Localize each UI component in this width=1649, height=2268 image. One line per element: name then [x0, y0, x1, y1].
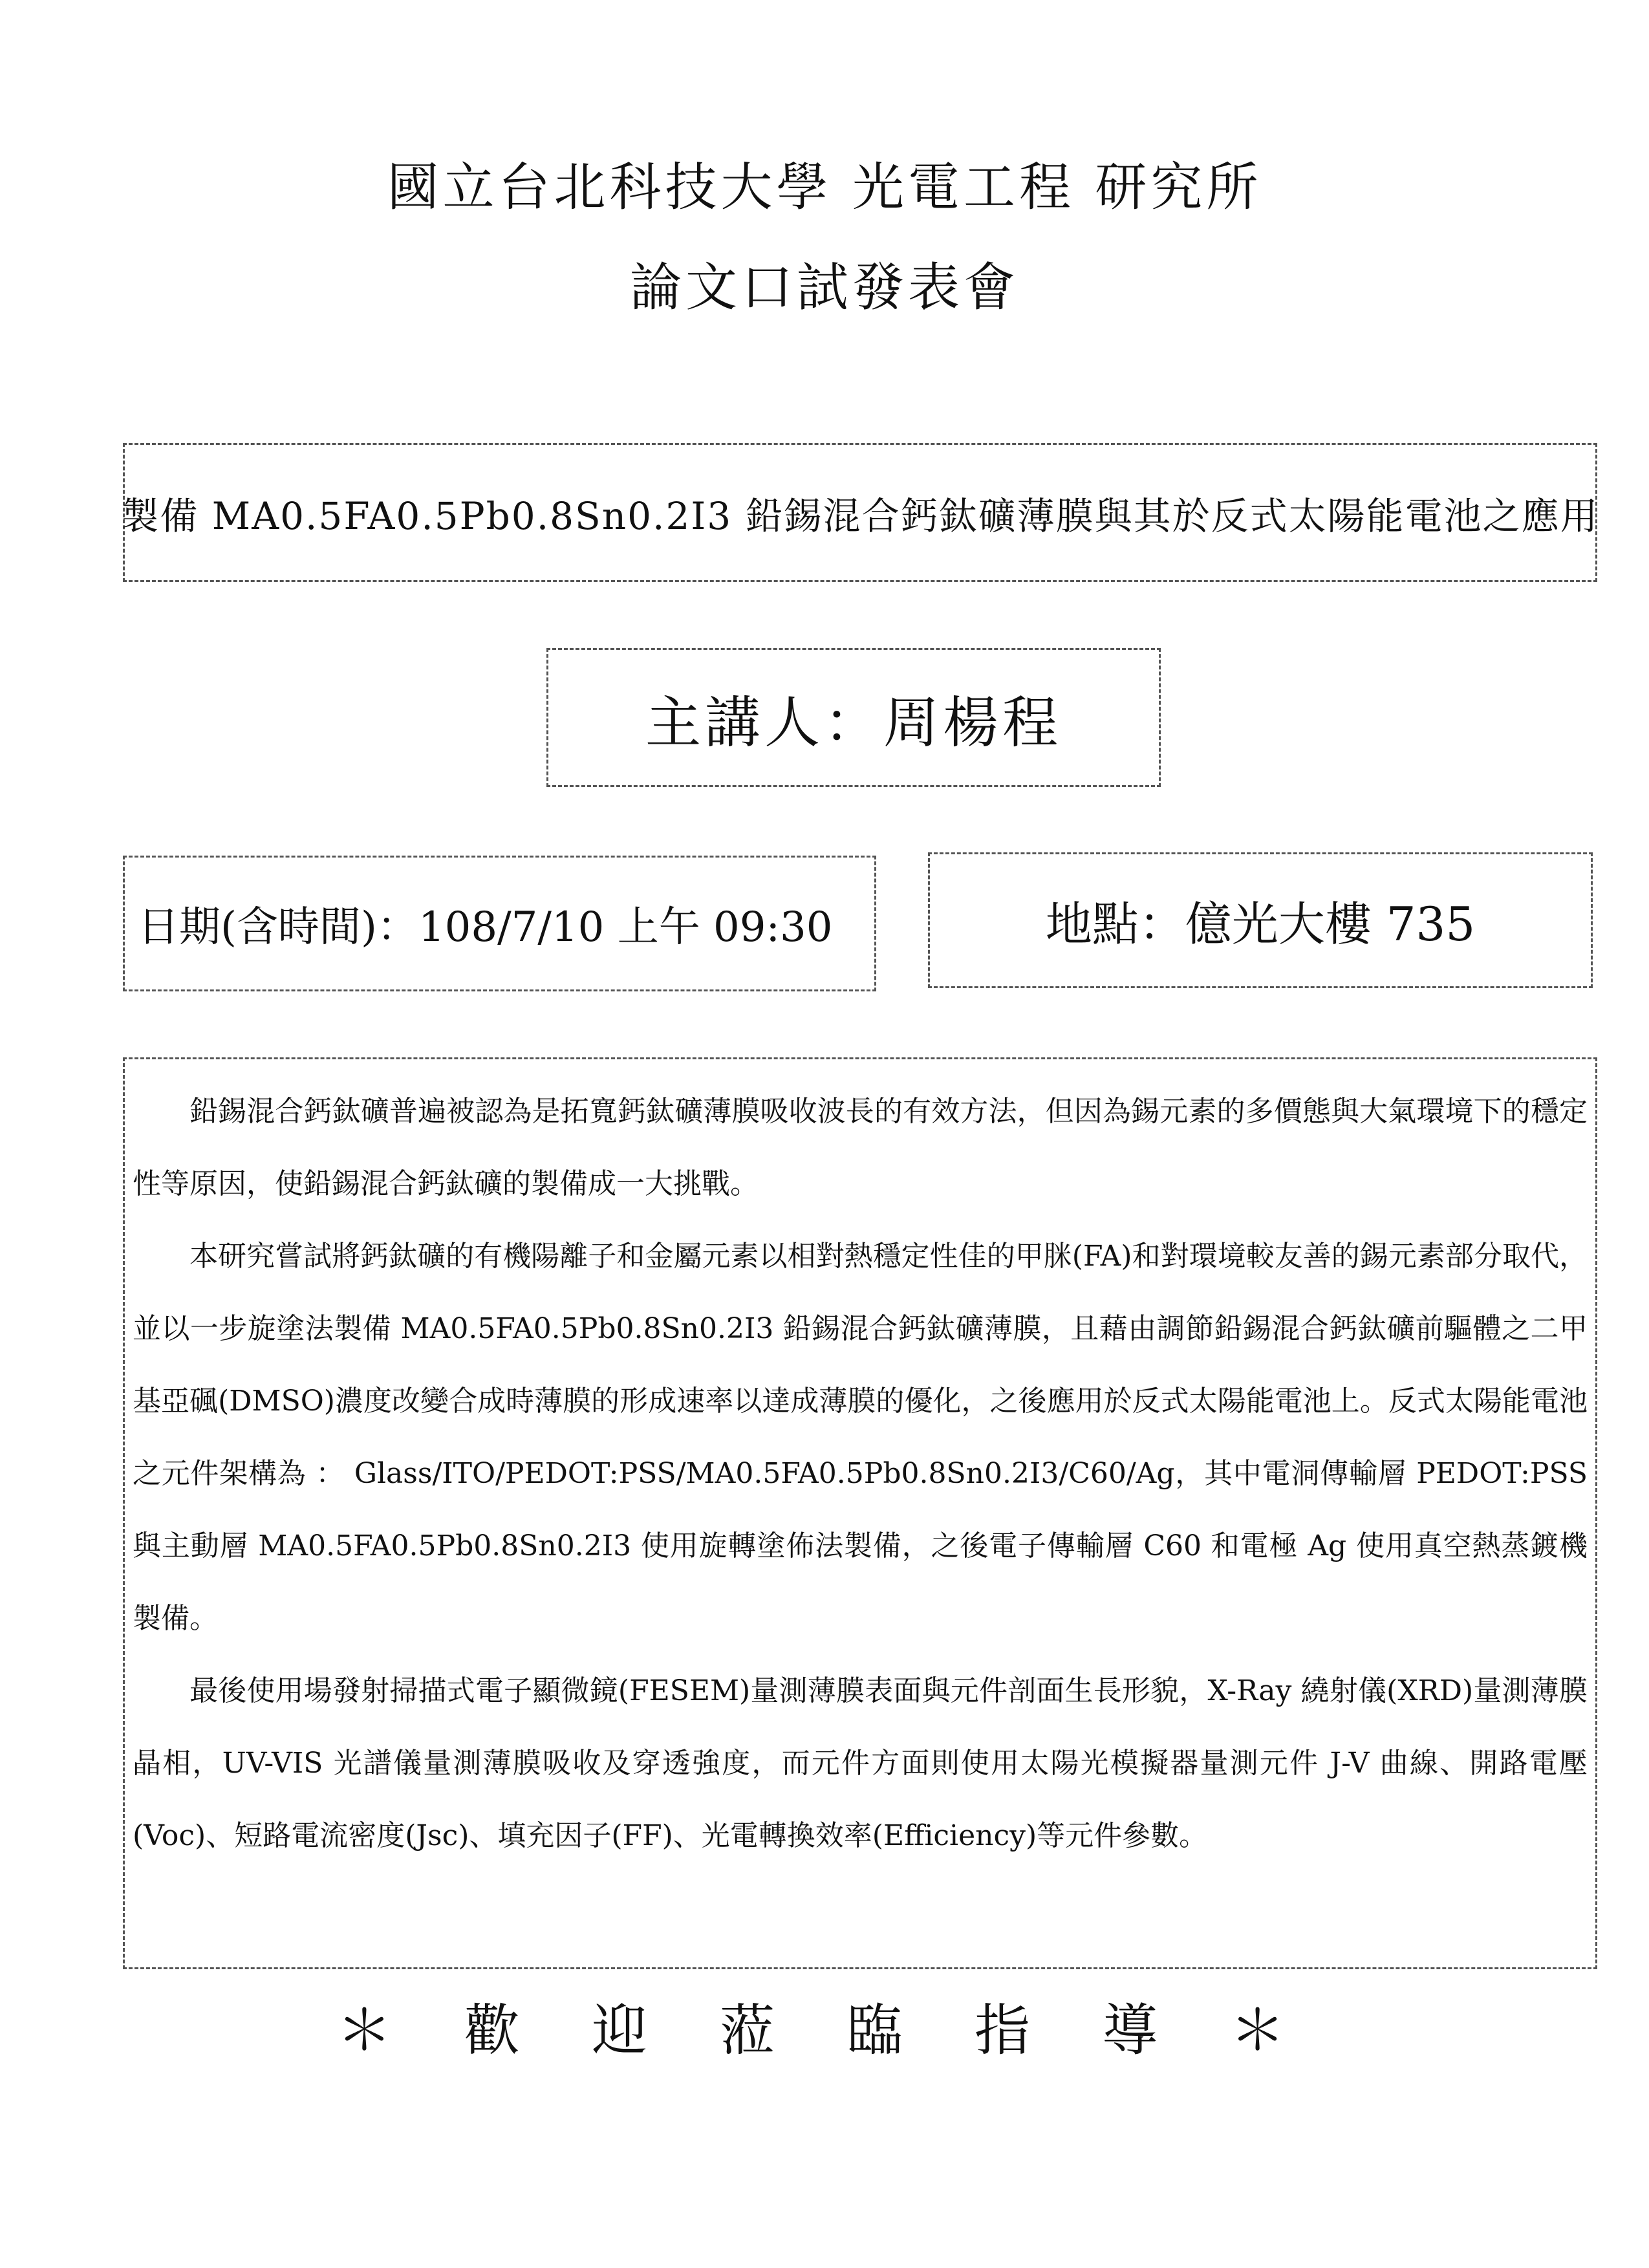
institute-title: 國立台北科技大學 光電工程 研究所: [387, 157, 1262, 217]
location-label: 地點：: [1045, 897, 1185, 951]
thesis-title: 製備 MA0.5FA0.5Pb0.8Sn0.2I3 鉛錫混合鈣鈦礦薄膜與其於反式太陽能電池之應用: [121, 493, 1599, 538]
date-value: 108/7/10 上午 09:30: [418, 903, 833, 951]
abstract-paragraph-1: 鉛錫混合鈣鈦礦普遍被認為是拓寬鈣鈦礦薄膜吸收波長的有效方法，但因為錫元素的多價態與大氣環境下的穩定性等原因，使鉛錫混合鈣鈦礦的製備成一大挑戰。: [133, 1095, 1588, 1200]
date-label: 日期(含時間)：: [138, 903, 418, 951]
location-value: 億光大樓 735: [1185, 897, 1476, 951]
abstract-paragraph-2: 本研究嘗試將鈣鈦礦的有機陽離子和金屬元素以相對熱穩定性佳的甲脒(FA)和對環境較友善的錫元素部分取代，並以一步旋塗法製備 MA0.5FA0.5Pb0.8Sn0.2I3 鉛錫混合鈣鈦礦薄膜，且藉由調節鉛錫混合鈣鈦礦前驅體之二甲基亞碸(DMSO)濃度改變合成時薄膜的形成速率以達成薄膜的優化，之後應用於反式太陽能電池上。反式太陽能電池之元件架構為 ： Glass/ITO/PEDOT:PSS/MA0.5FA0.5Pb0.8Sn0.2I3/C60/Ag，其中電洞傳輸層 PEDOT:PSS 與主動層 MA0.5FA0.5Pb0.8Sn0.2I3 使用旋轉塗佈法製備，之後電子傳輸層 C60 和電極 Ag 使用真空熱蒸鍍機製備。: [133, 1240, 1588, 1635]
page-header: [0, 157, 1649, 318]
location-box: [928, 852, 1593, 988]
abstract-paragraph-3: 最後使用場發射掃描式電子顯微鏡(FESEM)量測薄膜表面與元件剖面生長形貌，X-Ray 繞射儀(XRD)量測薄膜晶相，UV-VIS 光譜儀量測薄膜吸收及穿透強度，而元件方面則使用太陽光模擬器量測元件 J-V 曲線、開路電壓(Voc)、短路電流密度(Jsc)、填充因子(FF)、光電轉換效率(Efficiency)等元件參數。: [133, 1674, 1588, 1852]
thesis-title-box: [123, 443, 1597, 582]
speaker-box: [546, 648, 1161, 787]
speaker-label: 主講人：: [645, 690, 883, 755]
abstract-box: [123, 1057, 1597, 1969]
event-title: 論文口試發表會: [630, 257, 1019, 318]
date-box: [123, 856, 876, 991]
welcome-message: ＊ 歡 迎 蒞 臨 指 導 ＊: [336, 1998, 1313, 2063]
speaker-name: 周楊程: [883, 690, 1062, 755]
